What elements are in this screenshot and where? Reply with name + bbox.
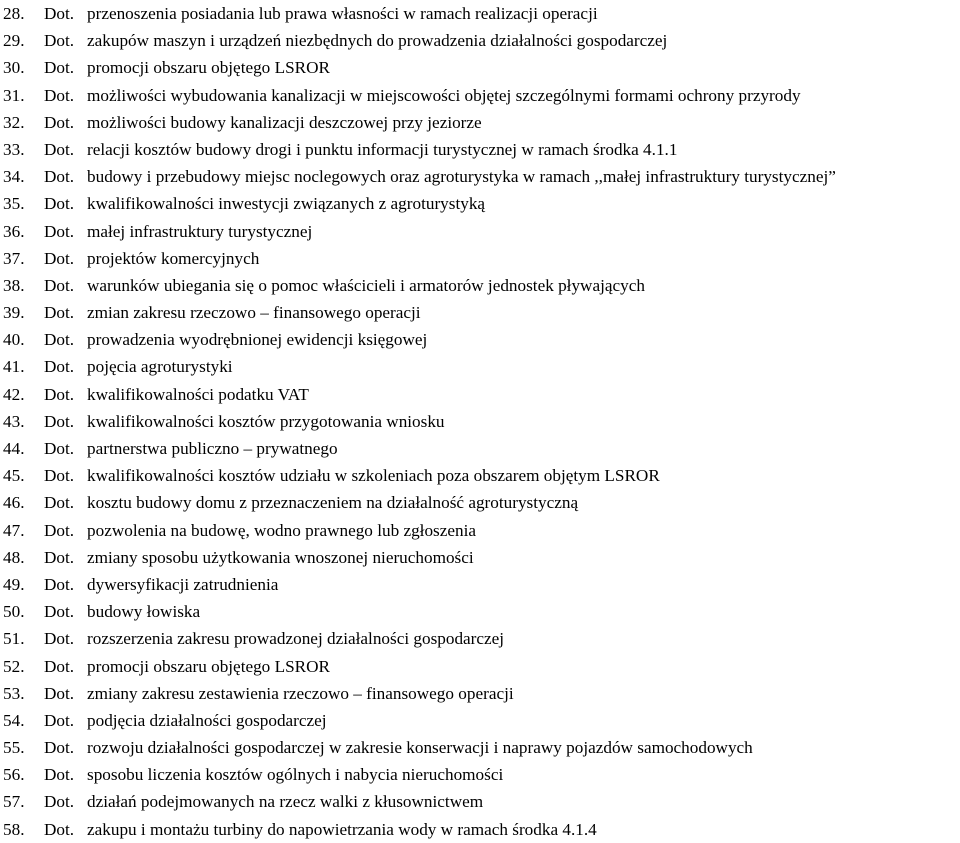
item-prefix: Dot. xyxy=(44,384,75,404)
item-text: zakupu i montażu turbiny do napowietrzania wody w ramach środka 4.1.4 xyxy=(87,819,597,839)
item-number: 47. xyxy=(3,520,25,540)
item-prefix: Dot. xyxy=(44,58,75,78)
list-item xyxy=(0,680,960,707)
item-prefix: Dot. xyxy=(44,792,75,812)
item-prefix: Dot. xyxy=(44,357,75,377)
list-item xyxy=(0,218,960,245)
list-item xyxy=(0,136,960,163)
item-text: zmian zakresu rzeczowo – finansowego operacji xyxy=(87,303,421,323)
list-item xyxy=(0,571,960,598)
list-item xyxy=(0,109,960,136)
item-number: 41. xyxy=(3,357,25,377)
item-text: dywersyfikacji zatrudnienia xyxy=(87,574,279,594)
list-item xyxy=(0,408,960,435)
item-number: 45. xyxy=(3,466,25,486)
item-text: warunków ubiegania się o pomoc właścicieli i armatorów jednostek pływających xyxy=(87,275,645,295)
item-text: budowy i przebudowy miejsc noclegowych oraz agroturystyka w ramach ,,małej infrastruktury turystycznej” xyxy=(87,167,836,187)
item-number: 48. xyxy=(3,547,25,567)
item-number: 44. xyxy=(3,439,25,458)
item-prefix: Dot. xyxy=(44,466,75,486)
item-number: 28. xyxy=(3,4,25,23)
item-prefix: Dot. xyxy=(44,683,75,703)
item-number: 55. xyxy=(3,738,25,758)
item-prefix: Dot. xyxy=(44,167,75,187)
item-prefix: Dot. xyxy=(44,629,75,649)
list-item xyxy=(0,761,960,788)
item-prefix: Dot. xyxy=(44,520,75,540)
list-item xyxy=(0,272,960,299)
item-text: zmiany sposobu użytkowania wnoszonej nieruchomości xyxy=(87,547,474,567)
list-item xyxy=(0,788,960,815)
item-prefix: Dot. xyxy=(44,602,75,622)
list-item xyxy=(0,734,960,761)
item-number: 39. xyxy=(3,303,25,323)
item-text: możliwości wybudowania kanalizacji w miejscowości objętej szczególnymi formami ochrony przyrody xyxy=(87,85,801,105)
item-number: 42. xyxy=(3,384,25,404)
item-number: 43. xyxy=(3,411,25,431)
item-text: pojęcia agroturystyki xyxy=(87,357,233,377)
item-number: 30. xyxy=(3,58,25,78)
item-text: działań podejmowanych na rzecz walki z kłusownictwem xyxy=(87,792,484,812)
item-number: 57. xyxy=(3,792,25,812)
item-prefix: Dot. xyxy=(44,710,75,730)
list-item xyxy=(0,435,960,462)
list-item xyxy=(0,517,960,544)
item-text: kwalifikowalności kosztów przygotowania wniosku xyxy=(87,411,445,431)
item-prefix: Dot. xyxy=(44,194,75,214)
item-number: 36. xyxy=(3,221,25,241)
item-prefix: Dot. xyxy=(44,547,75,567)
list-item xyxy=(0,598,960,625)
item-number: 29. xyxy=(3,31,25,51)
list-item xyxy=(0,326,960,353)
item-number: 38. xyxy=(3,275,25,295)
item-number: 46. xyxy=(3,493,25,513)
item-text: relacji kosztów budowy drogi i punktu informacji turystycznej w ramach środka 4.1.1 xyxy=(87,139,678,159)
item-text: projektów komercyjnych xyxy=(87,248,260,268)
item-text: małej infrastruktury turystycznej xyxy=(87,221,313,241)
item-prefix: Dot. xyxy=(44,31,75,51)
list-item xyxy=(0,0,960,27)
item-prefix: Dot. xyxy=(44,85,75,105)
item-text: promocji obszaru objętego LSROR xyxy=(87,58,330,78)
item-prefix: Dot. xyxy=(44,112,75,132)
list-item xyxy=(0,707,960,734)
list-item xyxy=(0,353,960,380)
item-number: 37. xyxy=(3,248,25,268)
item-text: pozwolenia na budowę, wodno prawnego lub zgłoszenia xyxy=(87,520,476,540)
list-item xyxy=(0,299,960,326)
item-text: kosztu budowy domu z przeznaczeniem na działalność agroturystyczną xyxy=(87,493,579,513)
item-number: 49. xyxy=(3,574,25,594)
item-text: rozwoju działalności gospodarczej w zakresie konserwacji i naprawy pojazdów samochodowych xyxy=(87,738,753,758)
item-prefix: Dot. xyxy=(44,439,75,458)
item-text: rozszerzenia zakresu prowadzonej działalności gospodarczej xyxy=(87,629,505,649)
item-prefix: Dot. xyxy=(44,4,75,23)
item-text: możliwości budowy kanalizacji deszczowej przy jeziorze xyxy=(87,112,482,132)
item-prefix: Dot. xyxy=(44,493,75,513)
item-text: kwalifikowalności inwestycji związanych z agroturystyką xyxy=(87,194,486,214)
list-item xyxy=(0,82,960,109)
list-item xyxy=(0,245,960,272)
item-number: 53. xyxy=(3,683,25,703)
item-prefix: Dot. xyxy=(44,330,75,350)
item-number: 33. xyxy=(3,139,25,159)
item-number: 51. xyxy=(3,629,25,649)
list-item xyxy=(0,381,960,408)
item-number: 52. xyxy=(3,656,25,676)
item-number: 40. xyxy=(3,330,25,350)
item-text: kwalifikowalności podatku VAT xyxy=(87,384,309,404)
item-number: 50. xyxy=(3,602,25,622)
item-number: 34. xyxy=(3,167,25,187)
list-item xyxy=(0,489,960,516)
item-number: 35. xyxy=(3,194,25,214)
item-prefix: Dot. xyxy=(44,303,75,323)
item-text: budowy łowiska xyxy=(87,602,201,622)
item-text: kwalifikowalności kosztów udziału w szkoleniach poza obszarem objętym LSROR xyxy=(87,466,660,486)
item-text: partnerstwa publiczno – prywatnego xyxy=(87,439,338,458)
item-number: 31. xyxy=(3,85,25,105)
item-text: sposobu liczenia kosztów ogólnych i nabycia nieruchomości xyxy=(87,765,504,785)
list-item xyxy=(0,462,960,489)
item-prefix: Dot. xyxy=(44,819,75,839)
item-text: przenoszenia posiadania lub prawa własności w ramach realizacji operacji xyxy=(87,4,598,23)
list-item xyxy=(0,54,960,81)
item-text: promocji obszaru objętego LSROR xyxy=(87,656,330,676)
list-item xyxy=(0,163,960,190)
item-prefix: Dot. xyxy=(44,411,75,431)
list-item xyxy=(0,27,960,54)
item-prefix: Dot. xyxy=(44,221,75,241)
item-prefix: Dot. xyxy=(44,656,75,676)
list-item xyxy=(0,544,960,571)
item-text: podjęcia działalności gospodarczej xyxy=(87,710,327,730)
item-prefix: Dot. xyxy=(44,574,75,594)
item-prefix: Dot. xyxy=(44,275,75,295)
list-item xyxy=(0,190,960,217)
item-text: zmiany zakresu zestawienia rzeczowo – finansowego operacji xyxy=(87,683,514,703)
list-item xyxy=(0,653,960,680)
item-prefix: Dot. xyxy=(44,139,75,159)
list-item xyxy=(0,625,960,652)
item-number: 32. xyxy=(3,112,25,132)
item-number: 54. xyxy=(3,710,25,730)
item-text: prowadzenia wyodrębnionej ewidencji księgowej xyxy=(87,330,428,350)
item-prefix: Dot. xyxy=(44,248,75,268)
item-prefix: Dot. xyxy=(44,765,75,785)
item-text: zakupów maszyn i urządzeń niezbędnych do prowadzenia działalności gospodarczej xyxy=(87,31,668,51)
item-number: 58. xyxy=(3,819,25,839)
item-number: 56. xyxy=(3,765,25,785)
item-prefix: Dot. xyxy=(44,738,75,758)
